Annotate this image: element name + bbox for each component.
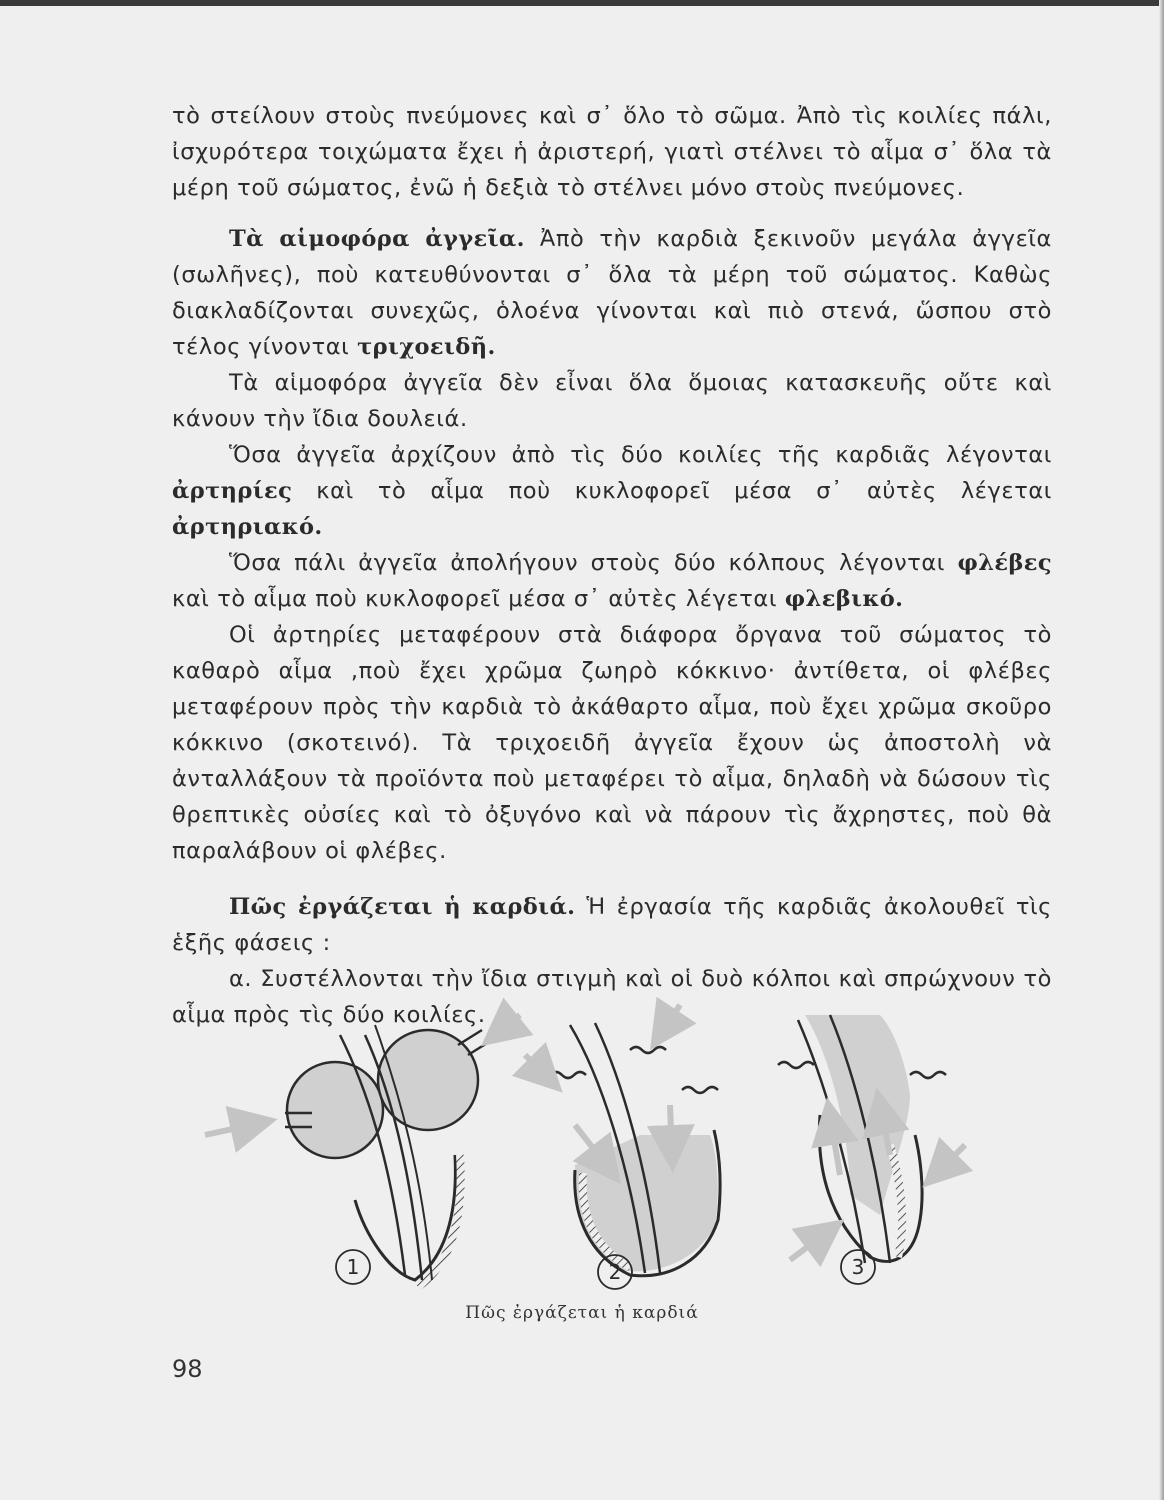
paragraph-circulation xyxy=(172,617,1052,869)
term-venous: φλεβικό. xyxy=(784,586,904,612)
phase-number-3-label: 3 xyxy=(851,1255,865,1279)
paragraph-arteries xyxy=(172,437,1052,545)
paragraph-intro-text: τὸ στείλουν στοὺς πνεύμονες καὶ σ᾽ ὅλο τὸ σῶμα. Ἀπὸ τὶς κοιλίες πάλι, ἰσχυρότερα τοιχώματα ἔχει ἡ ἀριστερή, γιατὶ στέλνει τὸ αἷμα σ᾽ ὅλα τὰ μέρη τοῦ σώματος, ἐνῶ ἡ δεξιὰ τὸ στέλνει μόνο στοὺς πνεύμονες. xyxy=(172,103,1052,201)
paragraph-circulation-text: Οἱ ἀρτηρίες μεταφέρουν στὰ διάφορα ὄργανα τοῦ σώματος τὸ καθαρὸ αἷμα ,ποὺ ἔχει χρῶμα ζωηρὸ κόκκινο· ἀντίθετα, οἱ φλέβες μεταφέρουν πρὸς τὴν καρδιὰ τὸ ἀκάθαρτο αἷμα, ποὺ ἔχει χρῶμα σκοῦρο κόκκινο (σκοτεινό). Τὰ τριχοειδῆ ἀγγεῖα ἔχουν ὡς ἀποστολὴ νὰ ἀνταλλάξουν τὰ προϊόντα ποὺ μεταφέρει τὸ αἷμα, δηλαδὴ νὰ δώσουν τὶς θρεπτικὲς οὐσίες καὶ τὸ ὀξυγόνο καὶ νὰ πάρουν τὶς ἄχρηστες, ποὺ θὰ παραλάβουν οἱ φλέβες. xyxy=(172,622,1052,864)
page-number: 98 xyxy=(172,1355,203,1383)
paragraph-arteries-text-2: καὶ τὸ αἷμα ποὺ κυκλοφορεῖ μέσα σ᾽ αὐτὲς λέγεται xyxy=(292,478,1052,504)
heart-phase-2 xyxy=(525,1005,720,1276)
heart-phases-figure xyxy=(190,995,990,1295)
phase-number-1 xyxy=(336,1250,370,1284)
paragraph-vessel-types-text: Τὰ αἱμοφόρα ἀγγεῖα δὲν εἶναι ὅλα ὅμοιας κατασκευῆς οὔτε καὶ κάνουν τὴν ἴδια δουλειά. xyxy=(172,370,1052,432)
scan-top-edge xyxy=(0,0,1164,6)
heading-heart-work: Πῶς ἐργάζεται ἡ καρδιά. xyxy=(229,894,576,920)
phase-number-3 xyxy=(841,1250,875,1284)
paragraph-veins-text-2: καὶ τὸ αἷμα ποὺ κυκλοφορεῖ μέσα σ᾽ αὐτὲς λέγεται xyxy=(172,586,785,612)
heading-blood-vessels: Τὰ αἱμοφόρα ἀγγεῖα. xyxy=(229,226,525,252)
paragraph-heart-work-text: Ἡ ἐργασία τῆς καρδιᾶς ἀκολουθεῖ τὶς ἑξῆς φάσεις : xyxy=(172,894,1052,956)
paragraph-blood-vessels-text: Ἀπὸ τὴν καρδιὰ ξεκινοῦν μεγάλα ἀγγεῖα (σωλῆνες), ποὺ κατευθύνονται σ᾽ ὅλα τὰ μέρη τοῦ σώματος. Καθὼς διακλαδίζονται συνεχῶς, ὁλοένα γίνονται καὶ πιὸ στενά, ὥσπου στὸ τέλος γίνονται xyxy=(172,226,1052,360)
paragraph-intro xyxy=(172,98,1052,206)
paragraph-vessel-types xyxy=(172,365,1052,437)
paragraph-arteries-text-1: Ὅσα ἀγγεῖα ἀρχίζουν ἀπὸ τὶς δύο κοιλίες τῆς καρδιᾶς λέγονται xyxy=(229,442,1052,468)
figure-caption: Πῶς ἐργάζεται ἡ καρδιά xyxy=(465,1303,699,1323)
term-capillaries: τριχοειδῆ. xyxy=(357,334,496,360)
phase-number-2-label: 2 xyxy=(608,1260,622,1284)
term-arteries: ἀρτηρίες xyxy=(172,478,293,504)
heart-phases-illustration xyxy=(190,995,990,1295)
paragraph-veins xyxy=(172,545,1052,617)
page-body xyxy=(172,98,1052,1033)
paragraph-veins-text-1: Ὅσα πάλι ἀγγεῖα ἀπολήγουν στοὺς δύο κόλπους λέγονται xyxy=(229,550,958,576)
phase-number-1-label: 1 xyxy=(346,1255,360,1279)
paragraph-blood-vessels xyxy=(172,221,1052,365)
paragraph-phase-a-text: α. Συστέλλονται τὴν ἴδια στιγμὴ καὶ οἱ δυὸ κόλποι καὶ σπρώχνουν τὸ αἷμα πρὸς τὶς δύο κοιλίες. xyxy=(172,966,1052,1028)
scan-right-edge xyxy=(1159,0,1164,1500)
term-veins: φλέβες xyxy=(957,550,1052,576)
heart-phase-1 xyxy=(205,1015,520,1287)
paragraph-heart-work xyxy=(172,889,1052,961)
heart-phase-3 xyxy=(778,1015,965,1263)
term-arterial: ἀρτηριακό. xyxy=(172,514,323,540)
